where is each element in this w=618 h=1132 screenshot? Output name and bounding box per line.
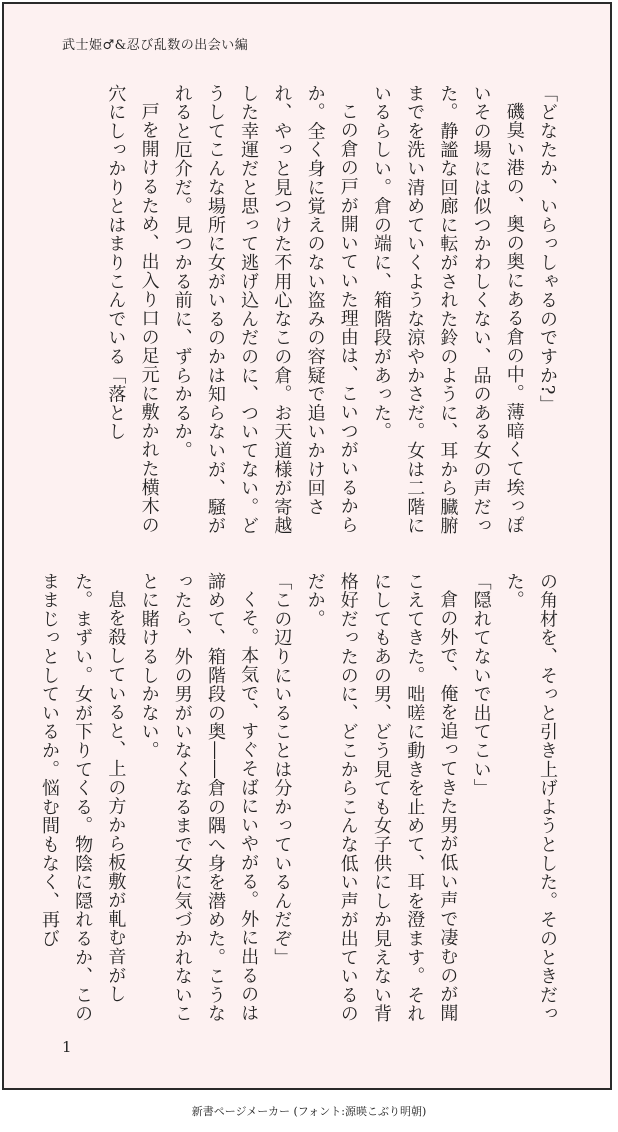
paragraph: 「この辺りにいることは分かっているんだぞ」: [271, 572, 293, 967]
paragraph: くそ。本気で、すぐそばにいやがる。外に出るのは諦めて、箱階段の奥――倉の隅へ身を潜めた。こうなったら、外の男がいなくなるまで女に気づかれないことに賭けるしかない。: [138, 572, 260, 1024]
paragraph: 倉の外で、俺を追ってきた男が低い声で凄むのが聞こえてきた。咄嗟に動きを止めて、耳を澄ます。それにしてもあの男、どう見ても女子供にしか見えない背格好だったのに、どこからこんな低い声が出ているのだか。: [304, 572, 459, 1024]
page-number: 1: [62, 1038, 72, 1056]
page-header-title: 武士姫♂&忍び乱数の出会い編: [62, 38, 249, 53]
text-column-bottom: [34, 572, 564, 1032]
footer-credit: 新書ページメーカー (フォント:源暎こぶり明朝): [191, 1105, 427, 1118]
paragraph: 磯臭い港の、奥の奥にある倉の中。薄暗くて埃っぽいその場には似つかわしくない、品のある女の声だった。静謐な回廊に転がされた鈴のように、耳から臓腑までを洗い清めていくような涼やかさだ。女は二階にいるらしい。倉の端に、箱階段があった。: [370, 84, 525, 536]
paragraph: この倉の戸が開いていた理由は、こいつがいるからか。全く身に覚えのない盗みの容疑で追いかけ回され、やっと見つけた不用心なこの倉。お天道様が寄越した幸運だと思って逃げ込んだのに、ついてない。どうしてこんな場所に女がいるのかは知らないが、騒がれると厄介だ。見つかる前に、ずらかるか。: [171, 84, 359, 536]
paragraph: 「どなたか、いらっしゃるのですか?」: [537, 84, 558, 415]
paragraph: 戸を開けるため、出入り口の足元に敷かれた横木の穴にしっかりとはまりこんでいる「落とし: [105, 84, 160, 535]
paragraph: の角材を、そっと引き上げようとした。そのときだった。: [503, 572, 558, 1024]
paragraph: 息を殺していると、上の方から板敷が軋む音がした。まずい。女が下りてくる。物陰に隠れるか、このままじっとしているか。悩む間もなく、再び: [38, 572, 127, 1024]
book-page: [2, 2, 612, 1090]
paragraph: 「隠れてないで出てこい」: [470, 572, 492, 798]
text-column-top: [34, 84, 564, 544]
